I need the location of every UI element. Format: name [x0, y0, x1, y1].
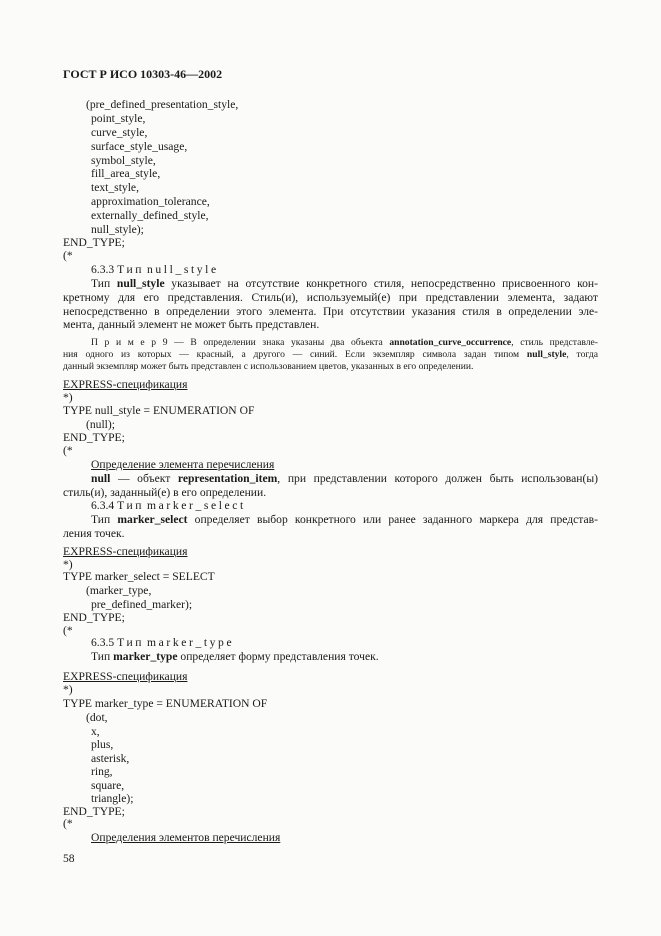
code-type-line: TYPE marker_type = ENUMERATION OF: [63, 697, 268, 710]
section-heading-635: [91, 636, 234, 650]
paragraph-line: Тип null_style указывает на отсутствие конкретного стиля, непосредственно присвоенного кон-: [91, 277, 598, 290]
code-type-line: TYPE marker_select = SELECT: [63, 570, 215, 583]
express-heading: EXPRESS-спецификация: [63, 378, 188, 391]
code-line: surface_style_usage,: [91, 140, 188, 153]
code-end-type: END_TYPE;: [63, 236, 125, 249]
code-line: (pre_defined_presentation_style,: [86, 98, 239, 111]
code-line: pre_defined_marker);: [91, 598, 193, 611]
document-header: ГОСТ Р ИСО 10303-46—2002: [63, 67, 223, 81]
paragraph-line: null — объект representation_item, при представлении которого должен быть использован(ы): [91, 472, 598, 485]
comment-open: (*: [63, 249, 73, 262]
paragraph-line: мента, данный элемент не может быть представлен.: [63, 318, 320, 331]
code-end-type: END_TYPE;: [63, 431, 125, 444]
example-line: данный экземпляр может быть представлен с использованием цветов, указанных в его определении.: [63, 361, 474, 372]
code-type-line: TYPE null_style = ENUMERATION OF: [63, 404, 255, 417]
express-heading: EXPRESS-спецификация: [63, 545, 188, 558]
section-title-word: Тип: [117, 499, 145, 512]
enum-item: square,: [91, 779, 125, 792]
paragraph-line: непосредственно в определении этого элемента. При отсутствии указания стиля в определении эле-: [63, 305, 598, 318]
section-number: 6.3.5: [91, 636, 115, 649]
paragraph-line: кретному для его представления. Стиль(и), используемый(е) при представлении элемента, задают: [63, 291, 598, 304]
enum-item: (dot,: [86, 711, 108, 724]
code-end-type: END_TYPE;: [63, 805, 125, 818]
enum-item: x,: [91, 725, 100, 738]
enum-item: triangle);: [91, 792, 134, 805]
type-name: null_style: [116, 277, 165, 290]
section-title-word: Тип: [117, 636, 145, 649]
code-line: fill_area_style,: [91, 167, 161, 180]
enum-item: asterisk,: [91, 752, 130, 765]
comment-close: *): [63, 558, 73, 571]
comment-close: *): [63, 683, 73, 696]
example-line: ния одного из которых — красный, а другого — синий. Если экземпляр символа задан типом null_style, тогда: [63, 349, 598, 360]
comment-open: (*: [63, 817, 73, 830]
express-heading: EXPRESS-спецификация: [63, 670, 188, 683]
paragraph-line: стиль(и), заданный(е) в его определении.: [63, 486, 267, 499]
code-line: point_style,: [91, 112, 146, 125]
section-title-name: null_style: [147, 263, 219, 276]
paragraph-line: ления точек.: [63, 527, 125, 540]
section-heading-634: [91, 499, 246, 513]
code-line: symbol_style,: [91, 154, 156, 167]
code-end-type: END_TYPE;: [63, 611, 125, 624]
enum-def-heading: Определение элемента перечисления: [91, 458, 275, 471]
section-heading-633: [91, 263, 219, 277]
section-number: 6.3.3: [91, 263, 115, 276]
enum-def-heading: Определения элементов перечисления: [91, 831, 281, 844]
code-line: externally_defined_style,: [91, 209, 209, 222]
code-line: curve_style,: [91, 126, 148, 139]
comment-open: (*: [63, 624, 73, 637]
page-number: 58: [63, 852, 75, 865]
code-line: text_style,: [91, 181, 139, 194]
comment-close: *): [63, 391, 73, 404]
code-line: approximation_tolerance,: [91, 195, 210, 208]
paragraph-line: Тип marker_type определяет форму представления точек.: [91, 650, 379, 663]
section-title-word: Тип: [117, 263, 145, 276]
section-title-name: marker_type: [147, 636, 235, 649]
enum-item: plus,: [91, 738, 114, 751]
code-line: (null);: [86, 418, 115, 431]
comment-open: (*: [63, 444, 73, 457]
code-line: (marker_type,: [86, 584, 152, 597]
section-title-name: marker_select: [147, 499, 246, 512]
section-number: 6.3.4: [91, 499, 115, 512]
code-line: null_style);: [91, 223, 144, 236]
example-line: П р и м е р 9 — В определении знака указаны два объекта annotation_curve_occurrence, стиль представле-: [91, 337, 598, 348]
paragraph-line: Тип marker_select определяет выбор конкретного или ранее заданного маркера для представ-: [91, 513, 598, 526]
enum-item: ring,: [91, 765, 113, 778]
